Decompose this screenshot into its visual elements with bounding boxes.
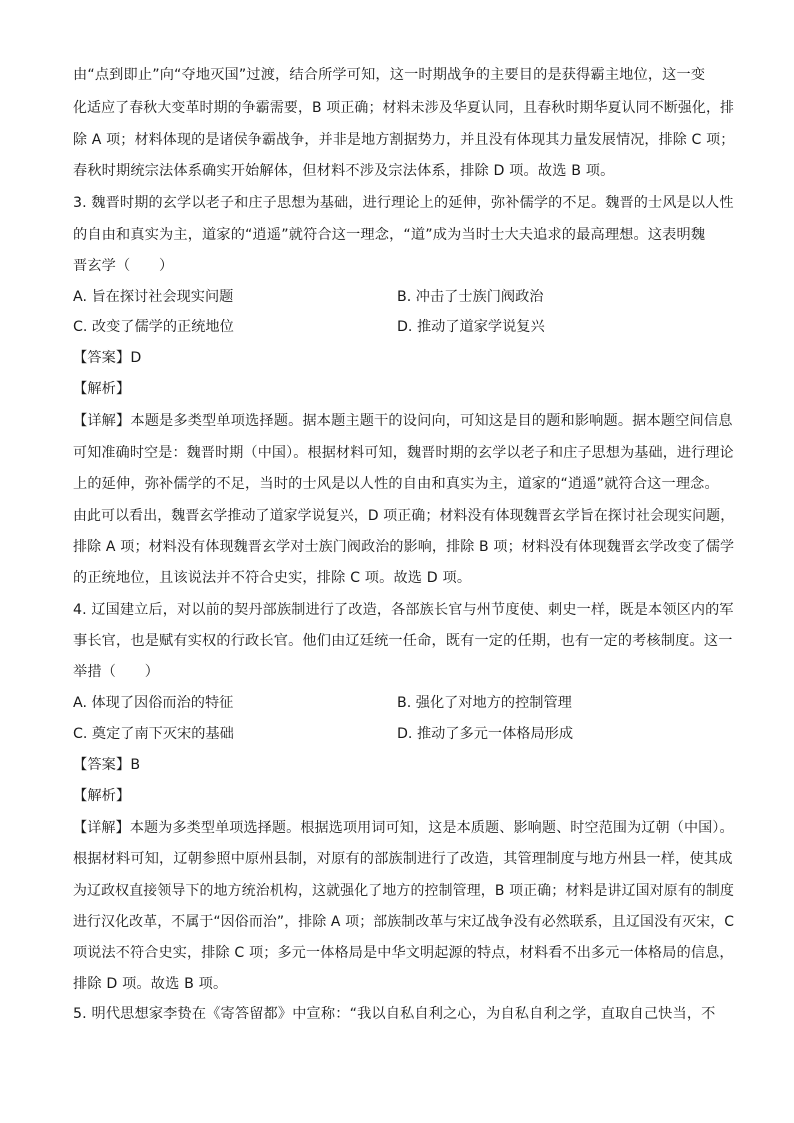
q3-detail-line: 由此可以看出，魏晋玄学推动了道家学说复兴，D 项正确；材料没有体现魏晋玄学旨在探讨社会现实问题， bbox=[73, 508, 735, 524]
q3-option-b: B. 冲击了士族门阀政治 bbox=[397, 289, 544, 305]
question-4-stem: 4. 辽国建立后，对以前的契丹部族制进行了改造，各部族长官与州节度使、刺史一样，既是本领区内的军 bbox=[73, 602, 734, 618]
q3-option-c: C. 改变了儒学的正统地位 bbox=[73, 319, 234, 335]
q3-detail-line: 排除 A 项；材料没有体现魏晋玄学对士族门阀政治的影响，排除 B 项；材料没有体现魏晋玄学改变了儒学 bbox=[73, 539, 735, 555]
question-3-stem: 3. 魏晋时期的玄学以老子和庄子思想为基础，进行理论上的延伸，弥补儒学的不足。魏晋的士风是以人性 bbox=[73, 195, 734, 211]
q4-detail-line: 排除 D 项。故选 B 项。 bbox=[73, 976, 228, 992]
q4-analysis-label: 【解析】 bbox=[73, 788, 131, 804]
question-3-stem: 的自由和真实为主，道家的“逍遥”就符合这一理念，“道”成为当时士大夫追求的最高理想。这表明魏 bbox=[73, 227, 706, 243]
question-3-stem: 晋玄学（ ） bbox=[73, 258, 174, 274]
text-line: 春秋时期统宗法体系确实开始解体，但材料不涉及宗法体系，排除 D 项。故选 B 项。 bbox=[73, 163, 615, 179]
q3-option-a: A. 旨在探讨社会现实问题 bbox=[73, 289, 234, 305]
text-line: 除 A 项；材料体现的是诸侯争霸战争，并非是地方割据势力，并且没有体现其力量发展情况，排除 C 项； bbox=[73, 132, 735, 148]
question-5-stem: 5. 明代思想家李贽在《寄答留都》中宣称：“我以自私自利之心，为自私自利之学，直取自己快当，不 bbox=[73, 1006, 716, 1022]
q4-option-a: A. 体现了因俗而治的特征 bbox=[73, 695, 234, 711]
q4-option-d: D. 推动了多元一体格局形成 bbox=[397, 726, 574, 742]
q3-analysis-label: 【解析】 bbox=[73, 381, 131, 397]
question-4-stem: 事长官，也是赋有实权的行政长官。他们由辽廷统一任命，既有一定的任期，也有一定的考核制度。这一 bbox=[73, 633, 733, 649]
q3-detail-line: 可知准确时空是：魏晋时期（中国）。根据材料可知，魏晋时期的玄学以老子和庄子思想为基础，进行理论 bbox=[73, 445, 734, 461]
text-line: 由“点到即止”向“夺地灭国”过渡，结合所学可知，这一时期战争的主要目的是获得霸主地位，这一变 bbox=[73, 67, 706, 83]
text-line: 化适应了春秋大变革时期的争霸需要，B 项正确；材料未涉及华夏认同，且春秋时期华夏认同不断强化，排 bbox=[73, 100, 735, 116]
q3-detail-line: 的正统地位，且该说法并不符合史实，排除 C 项。故选 D 项。 bbox=[73, 570, 472, 586]
q4-detail-line: 项说法不符合史实，排除 C 项；多元一体格局是中华文明起源的特点，材料看不出多元一体格局的信息， bbox=[73, 945, 734, 961]
q4-detail-line: 根据材料可知，辽朝参照中原州县制，对原有的部族制进行了改造，其管理制度与地方州县一样，使其成 bbox=[73, 851, 733, 867]
q3-detail-line: 【详解】本题是多类型单项选择题。据本题主题干的设问向，可知这是目的题和影响题。据本题空间信息 bbox=[73, 413, 733, 429]
q4-option-c: C. 奠定了南下灭宋的基础 bbox=[73, 726, 234, 742]
question-4-stem: 举措（ ） bbox=[73, 664, 160, 680]
q4-option-b: B. 强化了对地方的控制管理 bbox=[397, 695, 572, 711]
q4-answer: 【答案】B bbox=[73, 757, 141, 773]
q3-answer: 【答案】D bbox=[73, 350, 142, 366]
q3-detail-line: 上的延伸，弥补儒学的不足，当时的士风是以人性的自由和真实为主，道家的“逍遥”就符合这一理念。 bbox=[73, 476, 719, 492]
q3-option-d: D. 推动了道家学说复兴 bbox=[397, 319, 545, 335]
q4-detail-line: 进行汉化改革，不属于“因俗而治”，排除 A 项；部族制改革与宋辽战争没有必然联系，且辽国没有灭宋，C bbox=[73, 914, 735, 930]
q4-detail-line: 为辽政权直接领导下的地方统治机构，这就强化了地方的控制管理，B 项正确；材料是讲辽国对原有的制度 bbox=[73, 883, 735, 899]
q4-detail-line: 【详解】本题为多类型单项选择题。根据选项用词可知，这是本质题、影响题、时空范围为辽朝（中国）。 bbox=[73, 820, 734, 836]
